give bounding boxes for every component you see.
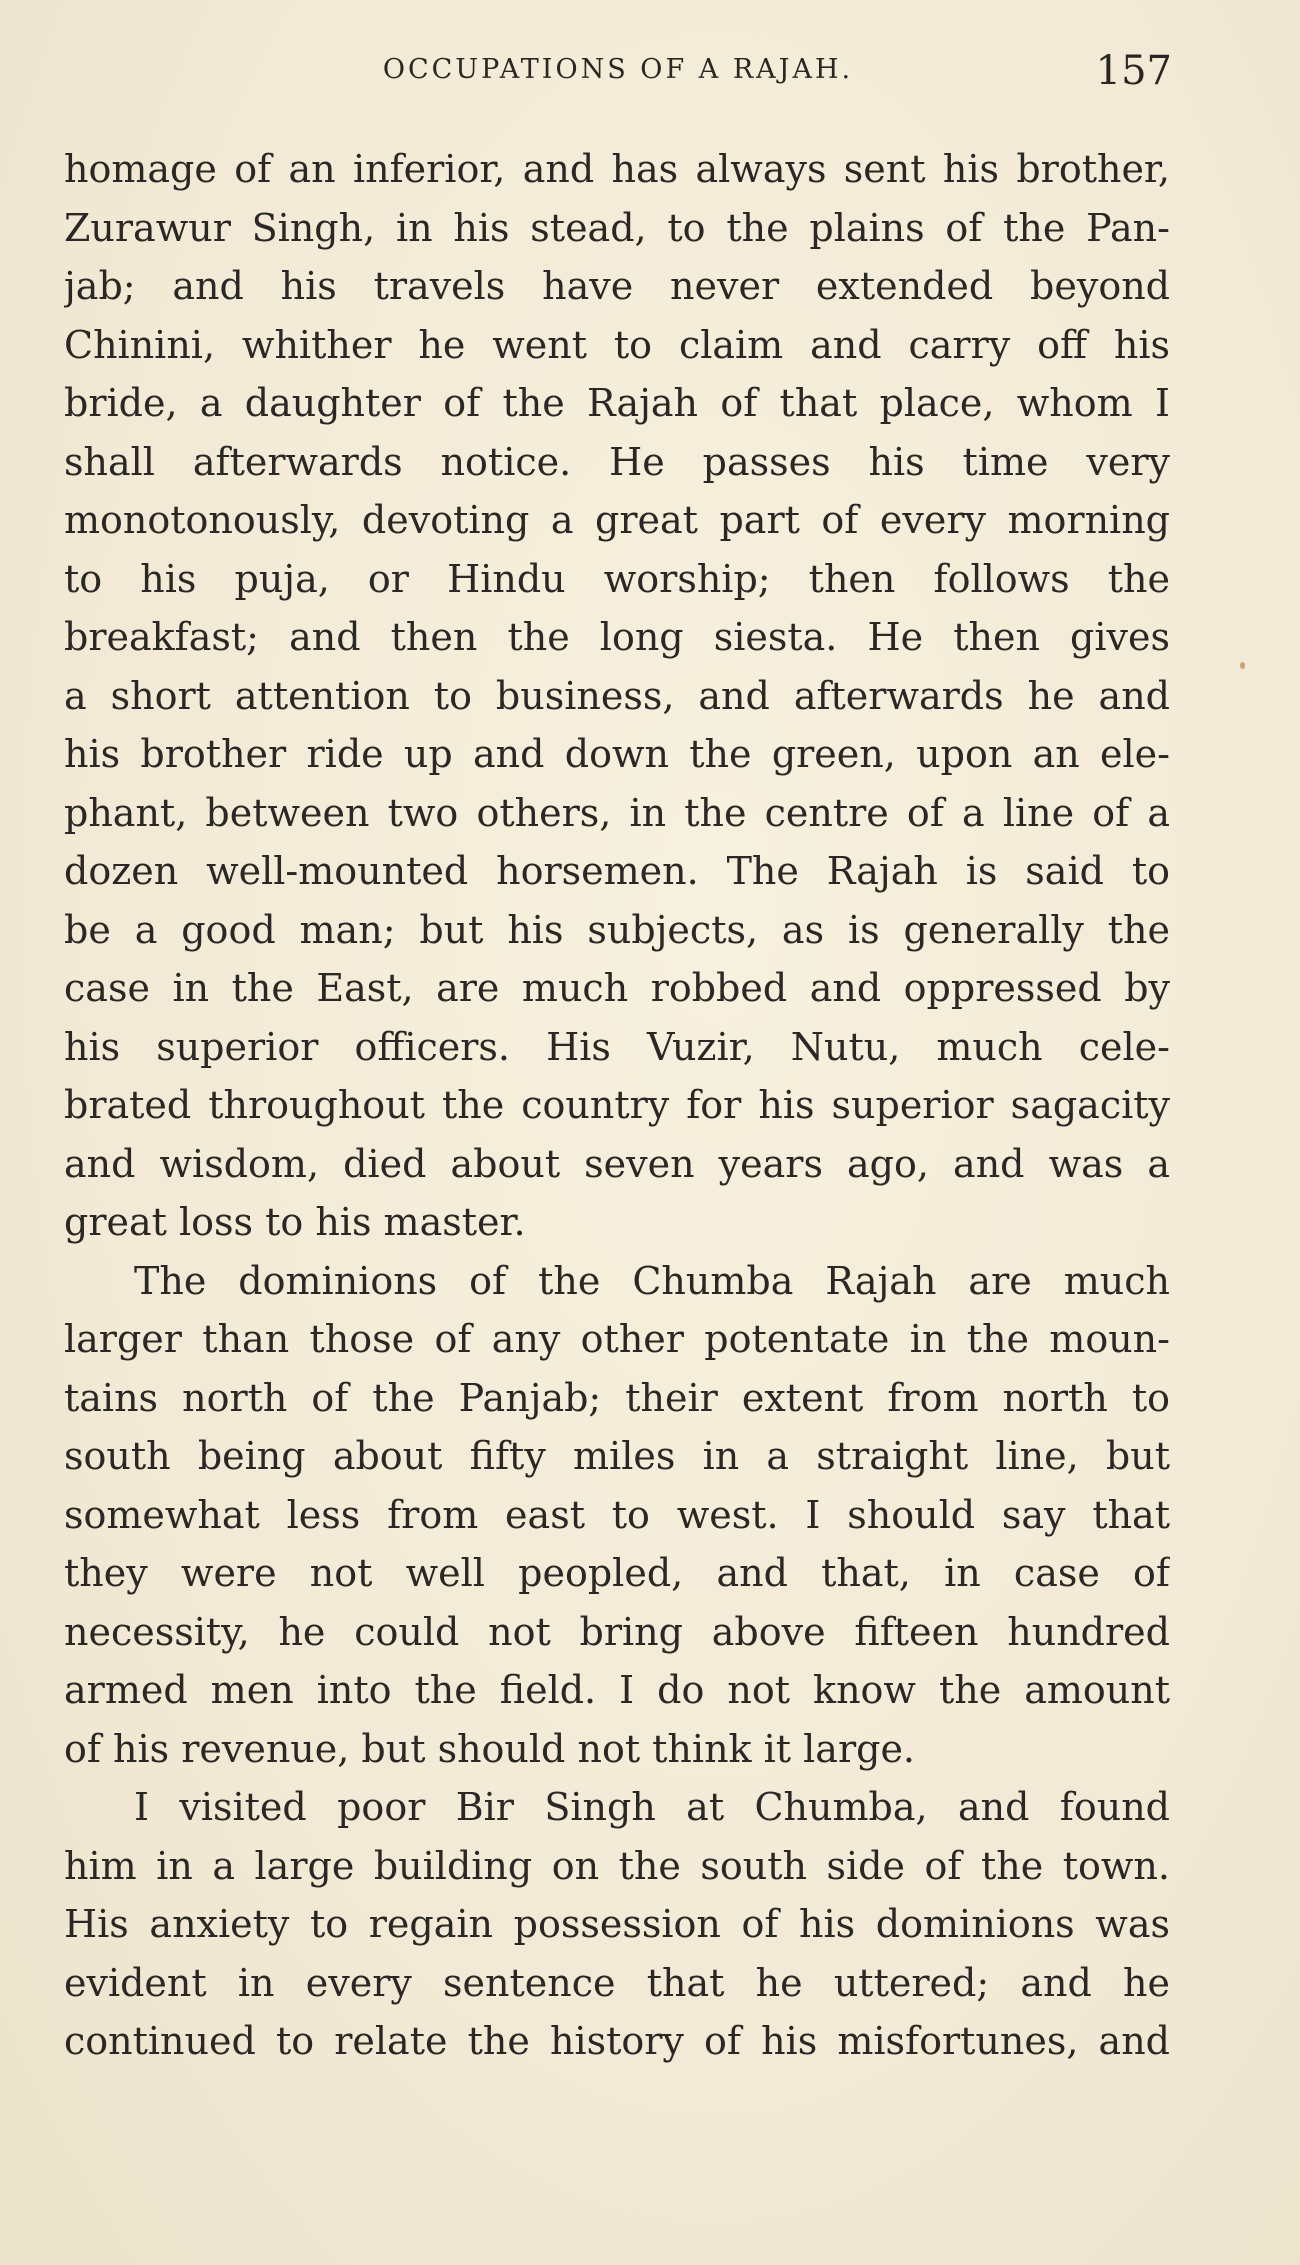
text-line: monotonously, devoting a great part of every morning [64, 498, 1170, 542]
text-line: armed men into the field. I do not know the amount [64, 1668, 1170, 1712]
text-line: brated throughout the country for his superior sagacity [64, 1083, 1170, 1127]
text-line: breakfast; and then the long siesta. He then gives [64, 615, 1170, 659]
text-line: they were not well peopled, and that, in case of [64, 1551, 1170, 1595]
text-line: his brother ride up and down the green, upon an ele- [64, 732, 1170, 776]
text-line: somewhat less from east to west. I should say that [64, 1492, 1170, 1537]
text-line: continued to relate the history of his misfortunes, and [64, 2019, 1170, 2063]
text-line: jab; and his travels have never extended beyond [64, 264, 1170, 308]
paragraph-first-line: I visited poor Bir Singh at Chumba, and found [134, 1785, 1170, 1829]
paragraph-last-line: of his revenue, but should not think it large. [64, 1726, 916, 1771]
body-text [64, 140, 1170, 2071]
page-header [64, 48, 1172, 112]
text-line: bride, a daughter of the Rajah of that place, whom I [64, 381, 1170, 425]
text-line: phant, between two others, in the centre of a line of a [64, 790, 1170, 835]
text-line: Chinini, whither he went to claim and carry off his [64, 322, 1170, 367]
text-line: His anxiety to regain possession of his dominions was [64, 1902, 1170, 1946]
text-line: his superior officers. His Vuzir, Nutu, much cele- [64, 1024, 1170, 1069]
text-line: larger than those of any other potentate in the moun- [64, 1317, 1170, 1361]
text-line: a short attention to business, and afterwards he and [64, 673, 1170, 718]
running-head: OCCUPATIONS OF A RAJAH. [382, 54, 854, 85]
text-line: to his puja, or Hindu worship; then follows the [64, 556, 1170, 601]
text-line: be a good man; but his subjects, as is generally the [64, 907, 1170, 952]
text-line: Zurawur Singh, in his stead, to the plains of the Pan- [64, 205, 1170, 250]
text-line: shall afterwards notice. He passes his time very [64, 439, 1170, 484]
text-line: and wisdom, died about seven years ago, and was a [64, 1141, 1170, 1186]
text-line: homage of an inferior, and has always sent his brother, [64, 147, 1170, 191]
text-line: dozen well-mounted horsemen. The Rajah is said to [64, 849, 1170, 893]
paragraph-last-line: great loss to his master. [64, 1200, 526, 1244]
text-line: south being about fifty miles in a straight line, but [64, 1434, 1170, 1478]
text-line: tains north of the Panjab; their extent from north to [64, 1375, 1170, 1420]
text-line: case in the East, are much robbed and oppressed by [64, 966, 1170, 1010]
paper-speck [1240, 662, 1245, 669]
text-line: necessity, he could not bring above fifteen hundred [64, 1609, 1170, 1654]
text-line: evident in every sentence that he uttered; and he [64, 1960, 1170, 2005]
page-number: 157 [1095, 48, 1172, 94]
text-line: him in a large building on the south side of the town. [64, 1843, 1170, 1888]
paragraph-first-line: The dominions of the Chumba Rajah are much [134, 1258, 1170, 1303]
